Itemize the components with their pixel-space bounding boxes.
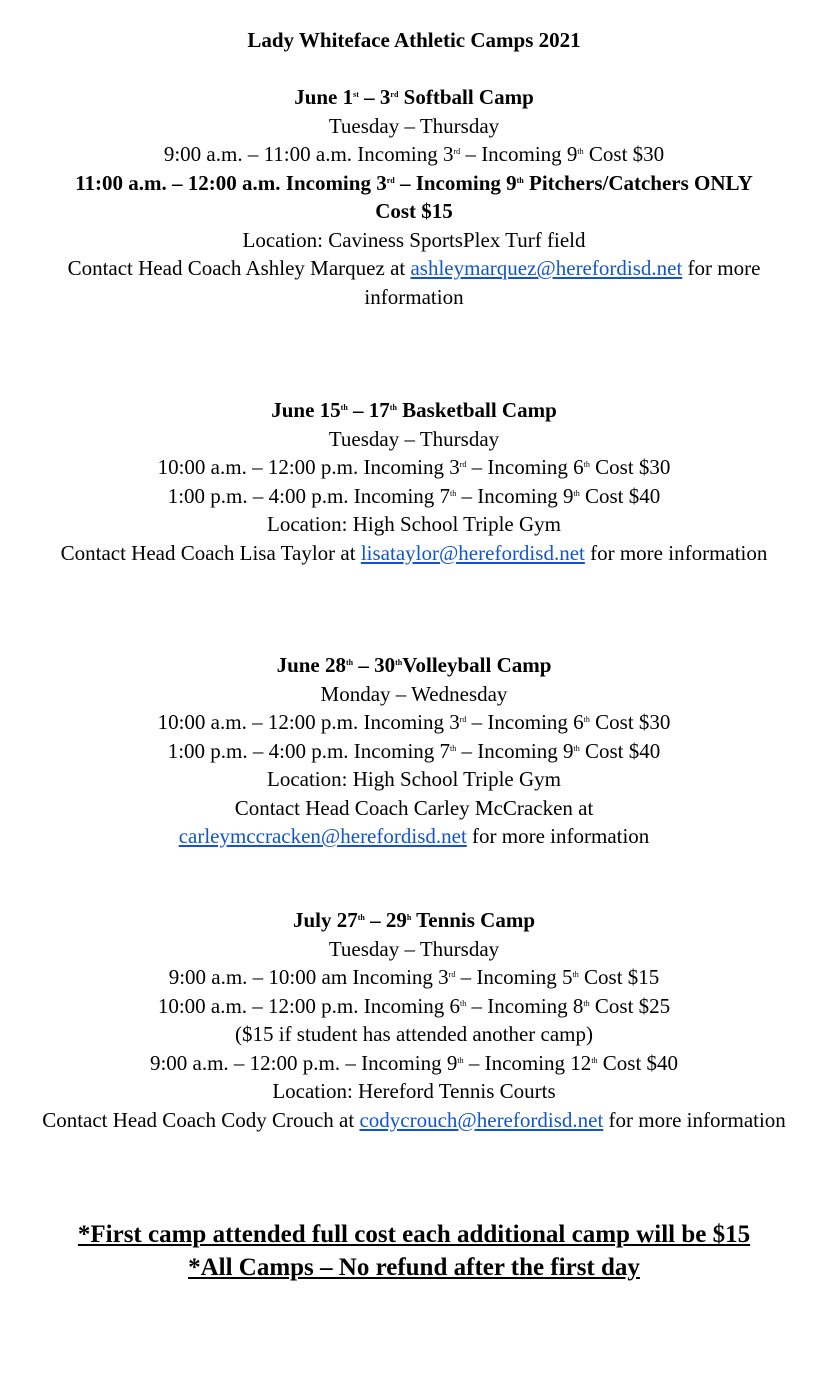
volleyball-session-line: 1:00 p.m. – 4:00 p.m. Incoming 7th – Incoming 9th Cost $40	[167, 738, 661, 763]
footer-notes	[40, 1218, 788, 1284]
softball-coach-email-link[interactable]: ashleymarquez@herefordisd.net	[410, 256, 683, 280]
softball-camp-days: Tuesday – Thursday	[328, 113, 500, 138]
volleyball-coach-email-link[interactable]: carleymccracken@herefordisd.net	[178, 824, 467, 848]
tennis-session-line: 9:00 a.m. – 12:00 p.m. – Incoming 9th – Incoming 12th Cost $40	[149, 1050, 679, 1075]
volleyball-location: Location: High School Triple Gym	[267, 767, 561, 791]
volleyball-camp-days: Monday – Wednesday	[320, 681, 508, 706]
basketball-location: Location: High School Triple Gym	[267, 512, 561, 536]
softball-pitchers-line: 11:00 a.m. – 12:00 a.m. Incoming 3rd – Incoming 9th Pitchers/Catchers ONLY	[75, 170, 753, 195]
softball-pitchers-cost: Cost $15	[375, 199, 453, 223]
volleyball-camp-heading: June 28th – 30thVolleyball Camp	[276, 653, 552, 677]
tennis-camp-days: Tuesday – Thursday	[328, 936, 500, 961]
basketball-contact: Contact Head Coach Lisa Taylor at lisataylor@herefordisd.net for more information	[60, 540, 768, 565]
tennis-camp-heading: July 27th – 29$^h$ Tennis Camp	[292, 908, 536, 932]
tennis-contact: Contact Head Coach Cody Crouch at codycrouch@herefordisd.net for more information	[42, 1107, 786, 1132]
volleyball-session-line: 10:00 a.m. – 12:00 p.m. Incoming 3rd – Incoming 6th Cost $30	[157, 710, 671, 734]
tennis-location: Location: Hereford Tennis Courts	[272, 1079, 556, 1103]
basketball-session-line: 10:00 a.m. – 12:00 p.m. Incoming 3rd – Incoming 6th Cost $30	[157, 455, 671, 479]
volleyball-contact-email-line: carleymccracken@herefordisd.net for more information	[178, 824, 650, 848]
softball-location: Location: Caviness SportsPlex Turf field	[242, 227, 586, 252]
tennis-session-line: 10:00 a.m. – 12:00 p.m. Incoming 6th – Incoming 8th Cost $25	[157, 993, 671, 1018]
basketball-camp-section	[20, 396, 808, 567]
volleyball-contact-label: Contact Head Coach Carley McCracken at	[234, 795, 594, 820]
tennis-coach-email-link[interactable]: codycrouch@herefordisd.net	[359, 1107, 604, 1132]
basketball-camp-heading: June 15th – 17th Basketball Camp	[271, 398, 557, 422]
document-title: Lady Whiteface Athletic Camps 2021	[247, 28, 581, 52]
softball-camp-heading: June 1st – 3rd Softball Camp	[294, 85, 534, 109]
tennis-session-line: 9:00 a.m. – 10:00 am Incoming 3rd – Incoming 5th Cost $15	[168, 965, 660, 989]
tennis-session-note: ($15 if student has attended another camp)	[234, 1022, 594, 1046]
basketball-session-line: 1:00 p.m. – 4:00 p.m. Incoming 7th – Incoming 9th Cost $40	[167, 483, 661, 508]
footer-line-additional-cost: *First camp attended full cost each additional camp will be $15	[77, 1221, 751, 1248]
softball-session-line: 9:00 a.m. – 11:00 a.m. Incoming 3rd – Incoming 9th Cost $30	[163, 142, 665, 166]
footer-line-refund-policy: *All Camps – No refund after the first day	[188, 1254, 640, 1281]
softball-contact: Contact Head Coach Ashley Marquez at ashleymarquez@herefordisd.net for more information	[67, 256, 761, 309]
basketball-camp-days: Tuesday – Thursday	[328, 426, 500, 451]
basketball-coach-email-link[interactable]: lisataylor@herefordisd.net	[360, 540, 585, 565]
volleyball-camp-section	[20, 651, 808, 851]
softball-camp-section	[20, 83, 808, 311]
tennis-camp-section	[20, 906, 808, 1134]
